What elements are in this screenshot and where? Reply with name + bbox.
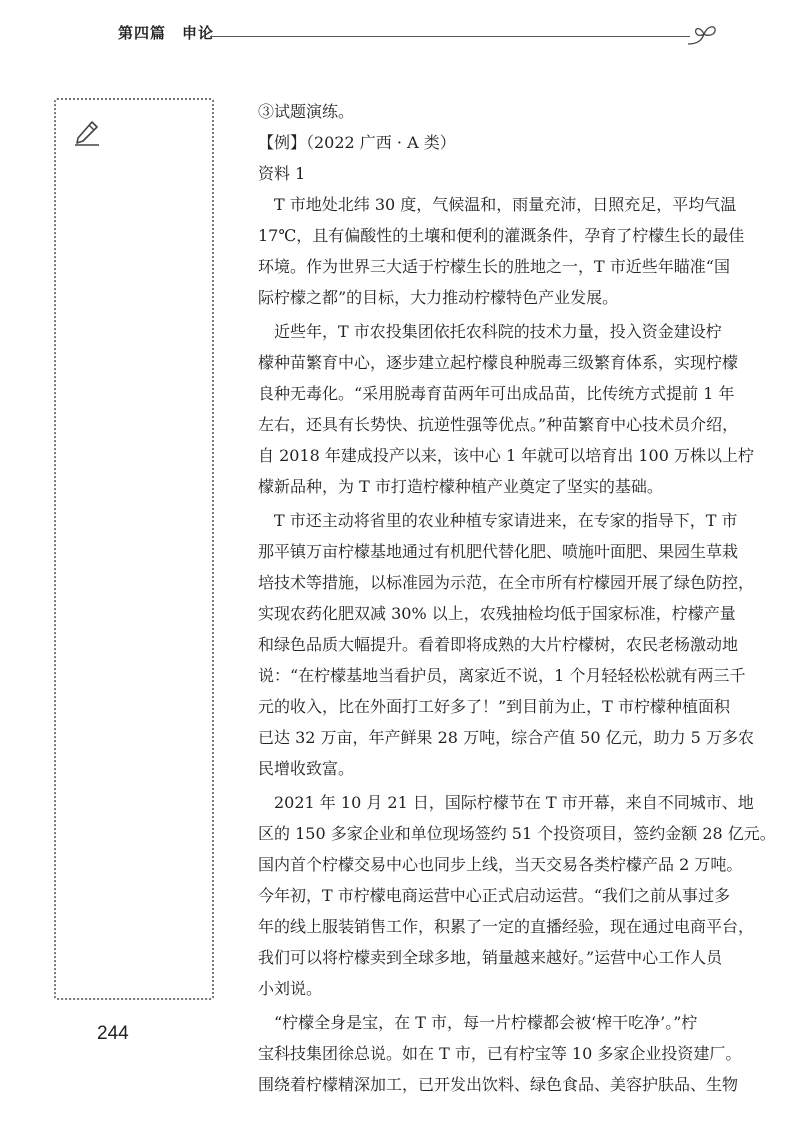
text-line: 区的 150 多家企业和单位现场签约 51 个投资项目，签约金额 28 亿元。 (258, 824, 776, 843)
text-line: 自 2018 年建成投产以来，该中心 1 年就可以培育出 100 万株以上柠 (258, 446, 754, 465)
text-line: T 市地处北纬 30 度，气候温和，雨量充沛，日照充足，平均气温 (258, 195, 737, 214)
body-text (258, 96, 776, 1103)
text-line: 左右，还具有长势快、抗逆性强等优点。”种苗繁育中心技术员介绍， (258, 415, 739, 434)
paragraph (258, 787, 776, 1004)
text-line: 环境。作为世界三大适于柠檬生长的胜地之一，T 市近些年瞄准“国 (258, 257, 730, 276)
text-line: 檬种苗繁育中心，逐步建立起柠檬良种脱毒三级繁育体系，实现柠檬 (258, 353, 739, 372)
example-label: 【例】（2022 广西 · A 类） (258, 133, 456, 152)
notes-margin-box (54, 98, 214, 1000)
text-line: 元的收入，比在外面打工好多了！”到目前为止，T 市柠檬种植面积 (258, 697, 730, 716)
text-line: 小刘说。 (258, 979, 323, 998)
text-line: 说：“在柠檬基地当看护员，离家近不说，1 个月轻轻松松就有两三千 (258, 666, 746, 685)
text-line: 良种无毒化。“采用脱毒育苗两年可出成品苗，比传统方式提前 1 年 (258, 384, 735, 403)
text-line: T 市还主动将省里的农业种植专家请进来，在专家的指导下，T 市 (258, 511, 738, 530)
section-title: ③试题演练。 (258, 102, 355, 121)
paragraph (258, 316, 754, 502)
text-line: 今年初，T 市柠檬电商运营中心正式启动运营。“我们之前从事过多 (258, 886, 730, 905)
text-line: 和绿色品质大幅提升。看着即将成熟的大片柠檬树，农民老杨激动地 (258, 635, 739, 654)
pencil-icon (72, 116, 102, 146)
sprout-icon (686, 22, 722, 50)
text-line: 我们可以将柠檬卖到全球多地，销量越来越好。”运营中心工作人员 (258, 948, 723, 967)
text-line: 檬新品种，为 T 市打造柠檬种植产业奠定了坚实的基础。 (258, 477, 663, 496)
text-line: 国内首个柠檬交易中心也同步上线，当天交易各类柠檬产品 2 万吨。 (258, 855, 743, 874)
text-line: 际柠檬之都”的目标，大力推动柠檬特色产业发展。 (258, 288, 619, 307)
text-line: 2021 年 10 月 21 日，国际柠檬节在 T 市开幕，来自不同城市、地 (258, 793, 754, 812)
page-number: 244 (97, 1023, 129, 1044)
text-line: 近些年，T 市农投集团依托农科院的技术力量，投入资金建设柠 (258, 322, 722, 341)
text-line: 实现农药化肥双减 30% 以上，农残抽检均低于国家标准，柠檬产量 (258, 604, 736, 623)
running-header (118, 22, 718, 52)
text-line: 那平镇万亩柠檬基地通过有机肥代替化肥、喷施叶面肥、果园生草栽 (258, 542, 739, 561)
paragraph (258, 1007, 742, 1100)
paragraph (258, 189, 745, 313)
text-line: 围绕着柠檬精深加工，已开发出饮料、绿色食品、美容护肤品、生物 (258, 1075, 739, 1094)
text-line: 年的线上服装销售工作，积累了一定的直播经验，现在通过电商平台， (258, 917, 755, 936)
text-line: 培技术等措施，以标准园为示范，在全市所有柠檬园开展了绿色防控， (258, 573, 755, 592)
text-line: 民增收致富。 (258, 759, 355, 778)
material-label: 资料 1 (258, 164, 306, 183)
text-line: 已达 32 万亩，年产鲜果 28 万吨，综合产值 50 亿元，助力 5 万多农 (258, 728, 754, 747)
header-divider (210, 36, 690, 37)
paragraph (258, 505, 755, 784)
text-line: 宝科技集团徐总说。如在 T 市，已有柠宝等 10 多家企业投资建厂。 (258, 1044, 742, 1063)
text-line: 17℃，且有偏酸性的土壤和便利的灌溉条件，孕育了柠檬生长的最佳 (258, 226, 745, 245)
text-line: “柠檬全身是宝，在 T 市，每一片柠檬都会被‘榨干吃净’。”柠 (258, 1013, 698, 1032)
header-title: 第四篇 申论 (118, 24, 215, 42)
